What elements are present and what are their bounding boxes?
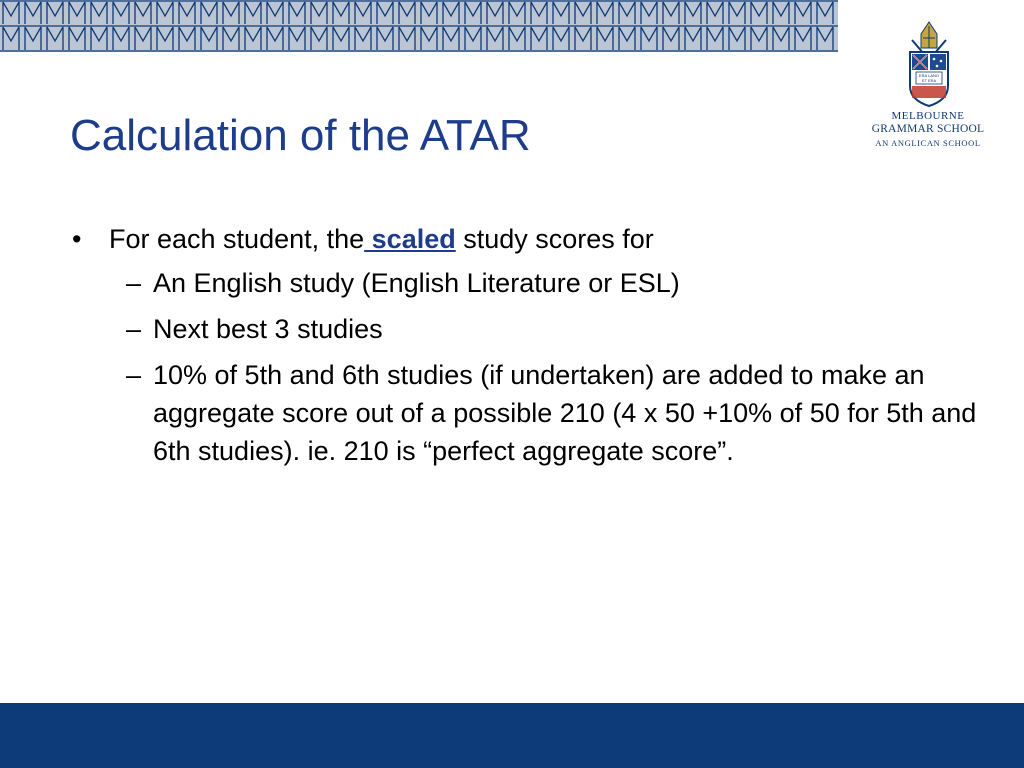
lattice-segment	[597, 2, 613, 24]
lattice-segment	[707, 2, 723, 24]
lattice-segment	[421, 2, 437, 24]
lattice-segment	[795, 2, 811, 24]
lattice-segment	[91, 2, 107, 24]
lattice-segment	[575, 2, 591, 24]
bullet-text-after: study scores for	[455, 224, 654, 254]
lattice-segment	[663, 2, 679, 24]
lattice-segment	[377, 2, 393, 24]
bullet-text-before: For each student, the	[109, 224, 365, 254]
school-crest-logo	[904, 20, 954, 110]
svg-text:ERA LANO: ERA LANO	[918, 73, 940, 78]
lattice-segment	[201, 2, 217, 24]
lattice-segment	[135, 27, 151, 50]
lattice-segment	[245, 2, 261, 24]
sub-bullet-marker: –	[126, 314, 142, 344]
slide-body	[72, 220, 982, 478]
footer-band	[0, 703, 1024, 768]
lattice-segment	[553, 2, 569, 24]
sub-bullet-marker: –	[126, 360, 142, 390]
lattice-segment	[773, 27, 789, 50]
lattice-segment	[443, 2, 459, 24]
lattice-segment	[685, 2, 701, 24]
lattice-segment	[817, 2, 833, 24]
lattice-segment	[47, 27, 63, 50]
lattice-segment	[487, 27, 503, 50]
lattice-segment	[245, 27, 261, 50]
lattice-segment	[267, 2, 283, 24]
lattice-segment	[597, 27, 613, 50]
lattice-segment	[465, 2, 481, 24]
lattice-segment	[157, 27, 173, 50]
lattice-segment	[311, 2, 327, 24]
lattice-segment	[179, 2, 195, 24]
lattice-segment	[619, 2, 635, 24]
lattice-segment	[509, 27, 525, 50]
sub-bullet-text: Next best 3 studies	[153, 314, 383, 344]
school-name-line1: MELBOURNE	[891, 110, 965, 122]
lattice-segment	[619, 27, 635, 50]
lattice-segment	[289, 27, 305, 50]
lattice-segment	[729, 2, 745, 24]
lattice-segment	[201, 27, 217, 50]
lattice-segment	[3, 27, 19, 50]
header-pattern-band	[0, 0, 838, 52]
lattice-segment	[641, 27, 657, 50]
lattice-segment	[311, 27, 327, 50]
lattice-segment	[817, 27, 833, 50]
school-name-line2: GRAMMAR SCHOOL	[871, 123, 985, 135]
lattice-segment	[333, 2, 349, 24]
lattice-segment	[795, 27, 811, 50]
lattice-segment	[355, 2, 371, 24]
lattice-segment	[531, 2, 547, 24]
lattice-segment	[751, 27, 767, 50]
lattice-segment	[685, 27, 701, 50]
decorative-lattice-pattern	[0, 0, 838, 52]
bullet-item	[72, 220, 982, 258]
lattice-segment	[113, 2, 129, 24]
lattice-segment	[25, 27, 41, 50]
sub-bullet-marker: –	[126, 268, 142, 298]
lattice-segment	[509, 2, 525, 24]
lattice-segment	[333, 27, 349, 50]
lattice-segment	[179, 27, 195, 50]
sub-bullet-list	[72, 264, 982, 470]
lattice-segment	[729, 27, 745, 50]
lattice-segment	[25, 2, 41, 24]
lattice-segment	[399, 2, 415, 24]
lattice-segment	[553, 27, 569, 50]
lattice-segment	[113, 27, 129, 50]
sub-bullet-item	[72, 356, 982, 470]
lattice-segment	[641, 2, 657, 24]
sub-bullet-text: An English study (English Literature or ESL)	[153, 268, 680, 298]
lattice-segment	[443, 27, 459, 50]
lattice-segment	[465, 27, 481, 50]
lattice-segment	[223, 2, 239, 24]
lattice-segment	[69, 2, 85, 24]
school-name-logo	[860, 110, 996, 150]
sub-bullet-item	[72, 310, 982, 348]
lattice-segment	[707, 27, 723, 50]
lattice-segment	[69, 27, 85, 50]
lattice-segment	[773, 2, 789, 24]
lattice-segment	[135, 2, 151, 24]
lattice-segment	[355, 27, 371, 50]
bullet-text-emphasis: scaled	[364, 224, 456, 254]
slide-title: Calculation of the ATAR	[70, 111, 531, 160]
svg-text:ET ERA: ET ERA	[921, 78, 937, 83]
lattice-segment	[157, 2, 173, 24]
lattice-segment	[267, 27, 283, 50]
sub-bullet-text: 10% of 5th and 6th studies (if undertaken) are added to make an aggregate score out of a possible 210 (4 x 50 +10% of 50 for 5th and 6th studies). ie. 210 is “perfect aggregate score”.	[153, 360, 977, 466]
lattice-segment	[3, 2, 19, 24]
lattice-segment	[751, 2, 767, 24]
lattice-segment	[575, 27, 591, 50]
lattice-segment	[421, 27, 437, 50]
lattice-segment	[289, 2, 305, 24]
lattice-segment	[47, 2, 63, 24]
bullet-marker: •	[72, 224, 82, 254]
lattice-segment	[223, 27, 239, 50]
lattice-segment	[377, 27, 393, 50]
crest-icon	[904, 20, 954, 110]
lattice-segment	[531, 27, 547, 50]
lattice-segment	[663, 27, 679, 50]
lattice-segment	[399, 27, 415, 50]
lattice-segment	[487, 2, 503, 24]
lattice-segment	[91, 27, 107, 50]
sub-bullet-item	[72, 264, 982, 302]
school-name-line3: AN ANGLICAN SCHOOL	[875, 138, 981, 148]
